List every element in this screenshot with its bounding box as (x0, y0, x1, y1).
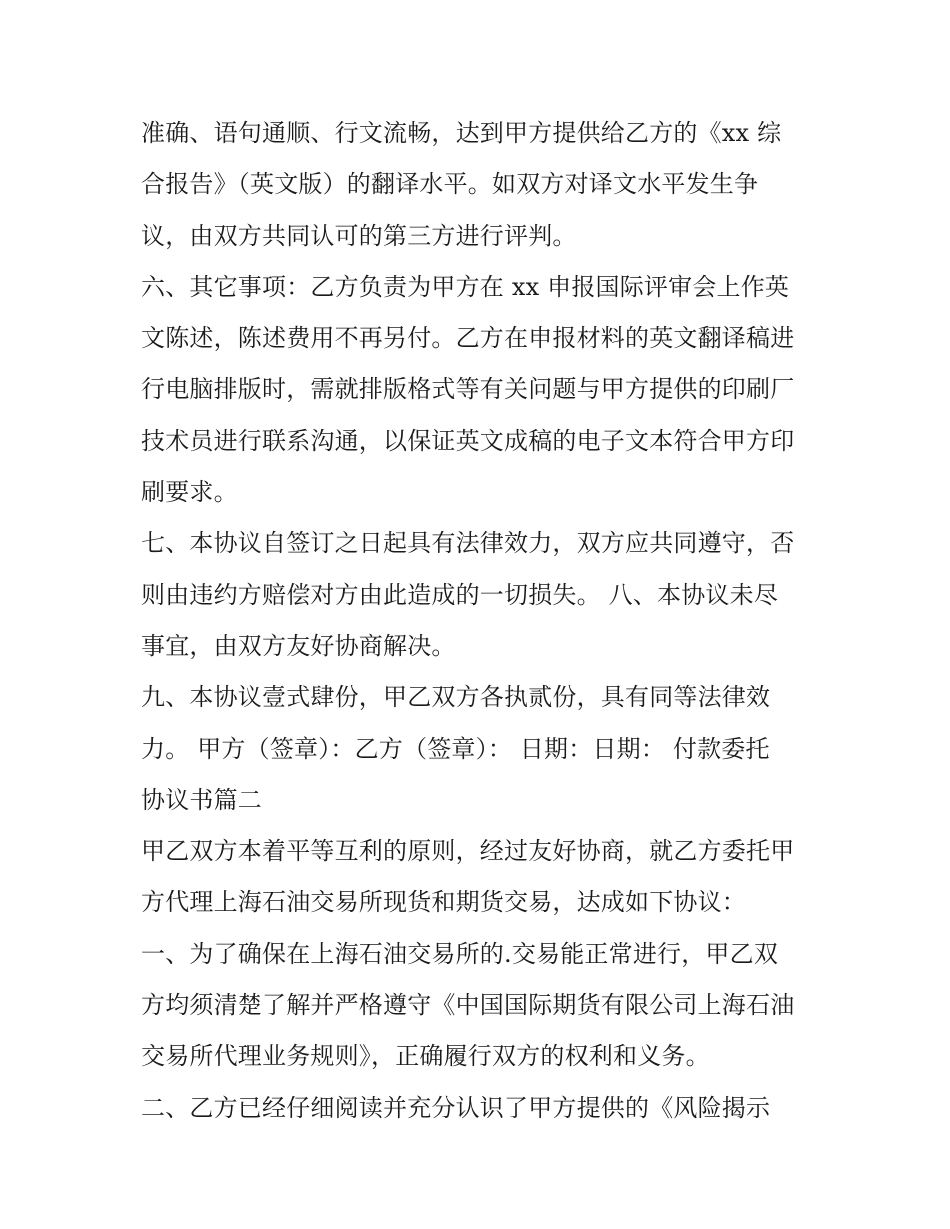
text-line: 一、为了确保在上海石油交易所的.交易能正常进行，甲乙双 (141, 939, 779, 968)
text-line: 方代理上海石油交易所现货和期货交易，达成如下协议： (141, 888, 746, 917)
text-line: 二、乙方已经仔细阅读并充分认识了甲方提供的《风险揭示 (141, 1093, 771, 1122)
text-line: 事宜，由双方友好协商解决。 (141, 631, 456, 660)
text-line: 准确、语句通顺、行文流畅，达到甲方提供给乙方的《xx 综 (141, 119, 782, 147)
text-line: 甲乙双方本着平等互利的原则，经过友好协商，就乙方委托甲 (141, 837, 795, 866)
text-line: 合报告》（英文版）的翻译水平。如双方对译文水平发生争 (141, 170, 759, 199)
text-line: 交易所代理业务规则》，正确履行双方的权利和义务。 (141, 1042, 710, 1071)
text-line: 则由违约方赔偿对方由此造成的一切损失。 八、本协议未尽 (141, 580, 779, 609)
text-line: 行电脑排版时，需就排版格式等有关问题与甲方提供的印刷厂 (141, 375, 795, 404)
document-body (141, 108, 821, 1134)
text-line: 七、本协议自签订之日起具有法律效力，双方应共同遵守，否 (141, 529, 795, 558)
text-line: 协议书篇二 (141, 785, 262, 814)
text-line: 六、其它事项：乙方负责为甲方在 xx 申报国际评审会上作英 (141, 272, 790, 301)
text-line: 力。 甲方（签章）：乙方（签章）： 日期：日期： 付款委托 (141, 734, 770, 763)
text-line: 技术员进行联系沟通，以保证英文成稿的电子文本符合甲方印 (141, 426, 795, 455)
text-line: 文陈述，陈述费用不再另付。乙方在申报材料的英文翻译稿进 (141, 324, 795, 353)
text-line: 九、本协议壹式肆份，甲乙双方各执贰份，具有同等法律效 (141, 683, 771, 712)
text-line: 刷要求。 (141, 478, 238, 507)
text-line: 议，由双方共同认可的第三方进行评判。 (141, 221, 577, 250)
text-line: 方均须清楚了解并严格遵守《中国国际期货有限公司上海石油 (141, 991, 795, 1020)
